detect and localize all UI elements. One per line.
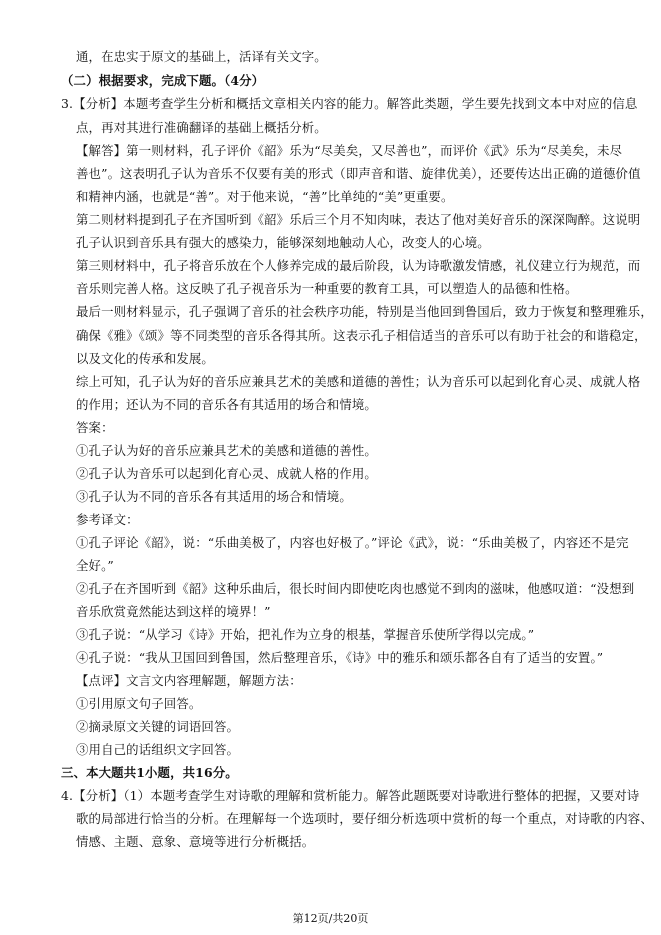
- text-line: 善也”。这表明孔子认为音乐不仅要有美的形式（即声音和谐、旋律优美），还要传达出正确的道德价值: [76, 166, 641, 181]
- text-line: 点，再对其进行准确翻译的基础上概括分析。: [76, 120, 327, 135]
- text-line: 第二则材料提到孔子在齐国听到《韶》乐后三个月不知肉味，表达了他对美好音乐的深深陶醉。这说明: [76, 212, 641, 227]
- text-line: 确保《雅》《颂》等不同类型的音乐各得其所。这表示孔子相信适当的音乐可以有助于社会的和谐稳定，: [76, 328, 647, 343]
- text-line: 音乐欣赏竟然能达到这样的境界！”: [76, 604, 271, 619]
- translation-item: ③孔子说：“从学习《诗》开始，把礼作为立身的根基，掌握音乐使所学得以完成。”: [76, 627, 535, 642]
- question-4-analysis: 4.【分析】（1）本题考查学生对诗歌的理解和赏析能力。解答此题既要对诗歌进行整体的把握，又要对诗: [61, 788, 640, 803]
- page-number: 第12页/共20页: [292, 912, 369, 925]
- comment-label: 【点评】文言文内容理解题，解题方法：: [76, 673, 302, 688]
- text-line: 以及文化的传承和发展。: [76, 351, 214, 366]
- text-line: 音乐则完善人格。这反映了孔子视音乐为一种重要的教育工具，可以塑造人的品德和性格。: [76, 281, 578, 296]
- translation-item: ④孔子说：“我从卫国回到鲁国，然后整理音乐，《诗》中的雅乐和颂乐都各自有了适当的安置。”: [76, 650, 604, 665]
- answer-paragraph: 【解答】第一则材料，孔子评价《韶》乐为“尽美矣，又尽善也”，而评价《武》乐为“尽美矣，未尽: [76, 143, 623, 158]
- method-item: ②摘录原文关键的词语回答。: [76, 719, 240, 734]
- translation-item: ①孔子评论《韶》，说：“乐曲美极了，内容也好极了。”评论《武》，说：“乐曲美极了，内容还不是完: [76, 535, 629, 550]
- text-line: 的作用；还认为不同的音乐各有其适用的场合和情境。: [76, 397, 377, 412]
- method-item: ③用自己的话组织文字回答。: [76, 742, 240, 757]
- text-line: 孔子认识到音乐具有强大的感染力，能够深刻地触动人心，改变人的心境。: [76, 235, 490, 250]
- answer-item: ③孔子认为不同的音乐各有其适用的场合和情境。: [76, 489, 352, 504]
- text-line: 全好。”: [76, 558, 114, 573]
- section-heading: 三、本大题共1小题，共16分。: [61, 765, 238, 780]
- translation-label: 参考译文：: [76, 512, 139, 527]
- answer-item: ①孔子认为好的音乐应兼具艺术的美感和道德的善性。: [76, 443, 377, 458]
- text-line: 情感、主题、意象、意境等进行分析概括。: [76, 834, 315, 849]
- text-line: 通，在忠实于原文的基础上，活译有关文字。: [76, 49, 327, 64]
- text-line: 和精神内涵，也就是“善”。对于他来说，“善”比单纯的“美”更重要。: [76, 189, 454, 204]
- translation-item: ②孔子在齐国听到《韶》这种乐曲后，很长时间内即使吃肉也感觉不到肉的滋味，他感叹道：“没想到: [76, 581, 635, 596]
- text-line: 歌的局部进行恰当的分析。在理解每一个选项时，要仔细分析选项中赏析的每一个重点，对诗歌的内容、: [76, 811, 653, 826]
- answer-label: 答案：: [76, 420, 114, 435]
- text-line: 综上可知，孔子认为好的音乐应兼具艺术的美感和道德的善性；认为音乐可以起到化育心灵、成就人格: [76, 374, 641, 389]
- question-3-analysis: 3.【分析】本题考查学生分析和概括文章相关内容的能力。解答此类题，学生要先找到文本中对应的信息: [61, 96, 638, 111]
- answer-item: ②孔子认为音乐可以起到化育心灵、成就人格的作用。: [76, 466, 377, 481]
- text-line: 第三则材料中，孔子将音乐放在个人修养完成的最后阶段，认为诗歌激发情感，礼仪建立行为规范，而: [76, 258, 641, 273]
- text-line: 最后一则材料显示，孔子强调了音乐的社会秩序功能，特别是当他回到鲁国后，致力于恢复和整理雅乐，: [76, 304, 653, 319]
- method-item: ①引用原文句子回答。: [76, 696, 202, 711]
- section-heading: （二）根据要求，完成下题。（4分）: [61, 73, 265, 88]
